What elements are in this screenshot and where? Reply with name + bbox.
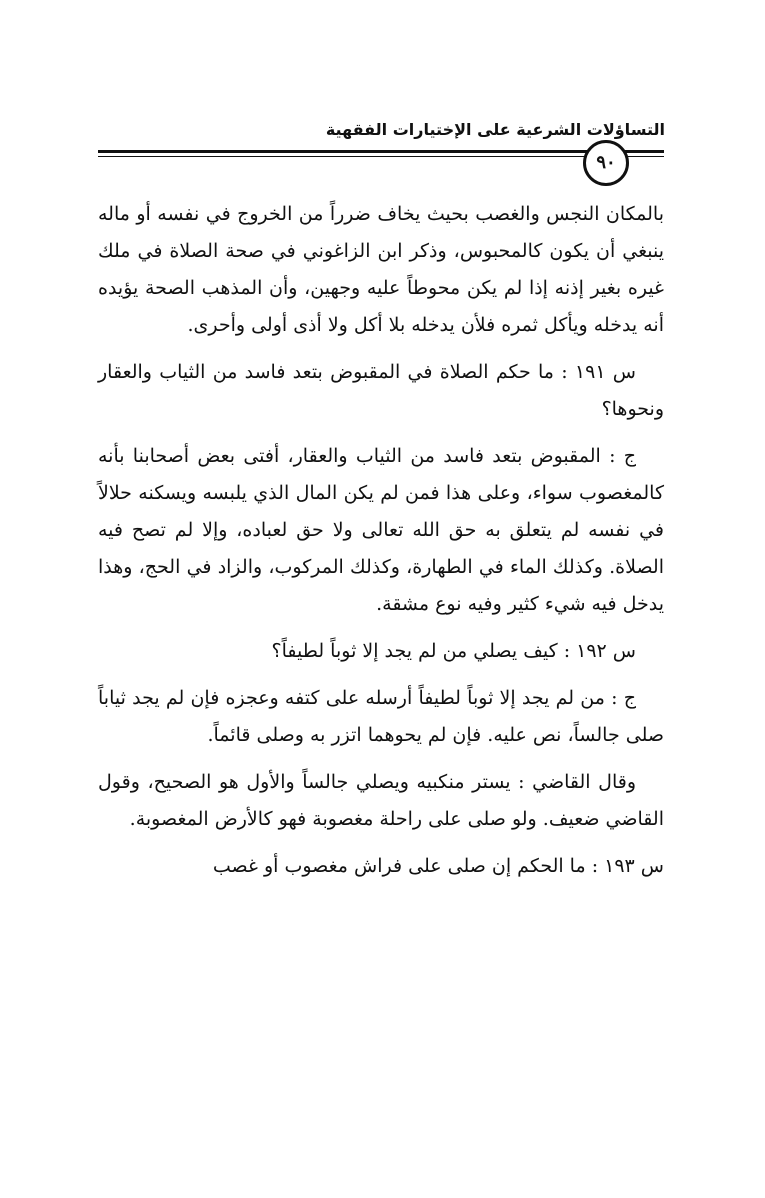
running-title: التساؤلات الشرعية على الإختيارات الفقهية [325,120,665,139]
header-rule-thin [98,156,664,157]
paragraph-gap [98,754,664,764]
paragraph-gap [98,623,664,633]
paragraph-continuation: بالمكان النجس والغصب بحيث يخاف ضرراً من الخروج في نفسه أو ماله ينبغي أن يكون كالمحبوس، وذكر ابن الزاغوني في صحة الصلاة في ملك غيره بغير إذنه إذا لم يكن محوطاً عليه وجهين، وأن المذهب الصحة يؤيده أنه يدخله ويأكل ثمره فلأن يدخله بلا أكل ولا أذى أولى وأحرى. [98,203,664,336]
question-192: س ١٩٢ : كيف يصلي من لم يجد إلا ثوباً لطيفاً؟ [271,640,636,662]
answer-192: ج : من لم يجد إلا ثوباً لطيفاً أرسله على كتفه وعجزه فإن لم يجد ثياباً صلى جالساً، نص عليه. فإن لم يحوهما اتزر به وصلى قائماً. [98,687,664,746]
paragraph-gap [98,344,664,354]
question-193: س ١٩٣ : ما الحكم إن صلى على فراش مغصوب أو غصب [212,855,664,877]
paragraph-gap [98,838,664,848]
page-body [98,196,664,885]
page-number: ٩٠ [583,140,629,186]
paragraph-gap [98,428,664,438]
header-rule-thick [98,150,664,153]
question-191: س ١٩١ : ما حكم الصلاة في المقبوض بتعد فاسد من الثياب والعقار ونحوها؟ [98,361,664,420]
paragraph-gap [98,670,664,680]
answer-191: ج : المقبوض بتعد فاسد من الثياب والعقار، أفتى بعض أصحابنا بأنه كالمغصوب سواء، وعلى هذا فمن لم يكن المال الذي يلبسه ويسكنه حلالاً في نفسه لم يتعلق به حق الله تعالى ولا حق لعباده، وإلا لم تصح فيه الصلاة. وكذلك الماء في الطهارة، وكذلك المركوب، والزاد في الحج، وهذا يدخل فيه شيء كثير وفيه نوع مشقة. [98,445,664,615]
qadi-opinion-paragraph: وقال القاضي : يستر منكبيه ويصلي جالساً والأول هو الصحيح، وقول القاضي ضعيف. ولو صلى على راحلة مغصوبة فهو كالأرض المغصوبة. [98,771,664,830]
